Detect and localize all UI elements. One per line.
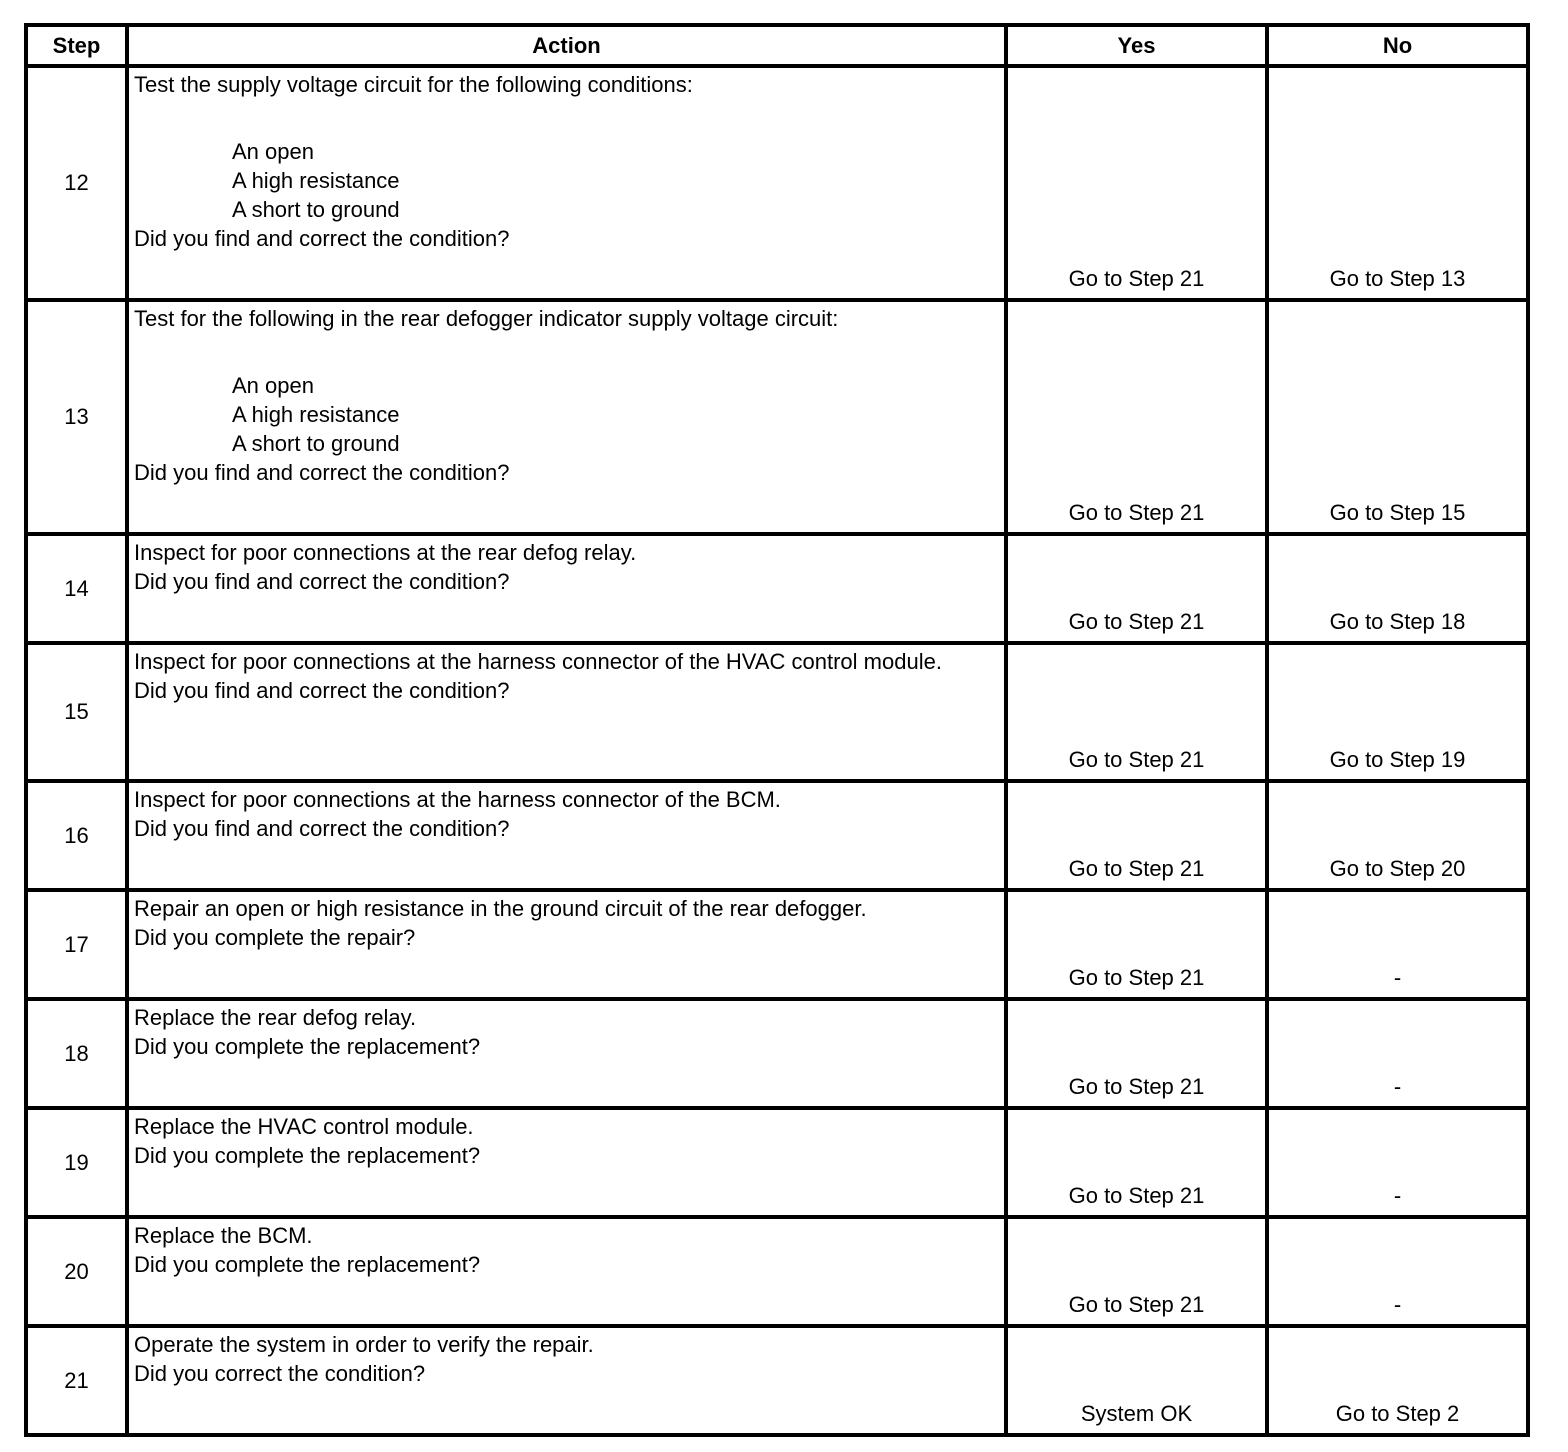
yes-result: Go to Step 21 [1006, 999, 1267, 1108]
table-row [26, 999, 1528, 1108]
condition-item: A high resistance [232, 168, 400, 193]
action-text: Replace the HVAC control module. [134, 1114, 474, 1139]
condition-list [134, 371, 1000, 458]
action-question: Did you find and correct the condition? [134, 678, 510, 703]
action-text: Test the supply voltage circuit for the following conditions: [134, 72, 693, 97]
action-question: Did you complete the replacement? [134, 1034, 481, 1059]
action-cell [127, 1326, 1006, 1435]
action-text: Operate the system in order to verify the repair. [134, 1332, 594, 1357]
no-result: Go to Step 18 [1267, 534, 1528, 643]
step-number: 15 [26, 643, 127, 781]
action-cell [127, 1217, 1006, 1326]
table-row [26, 66, 1528, 300]
action-cell [127, 534, 1006, 643]
table-row [26, 1217, 1528, 1326]
table-row [26, 300, 1528, 534]
action-cell [127, 999, 1006, 1108]
action-cell [127, 781, 1006, 890]
action-question: Did you find and correct the condition? [134, 816, 510, 841]
step-number: 13 [26, 300, 127, 534]
condition-item: A short to ground [232, 197, 400, 222]
step-number: 20 [26, 1217, 127, 1326]
action-question: Did you complete the replacement? [134, 1252, 481, 1277]
step-number: 12 [26, 66, 127, 300]
condition-item: A short to ground [232, 431, 400, 456]
action-cell [127, 300, 1006, 534]
yes-result: Go to Step 21 [1006, 890, 1267, 999]
action-cell [127, 1108, 1006, 1217]
step-number: 17 [26, 890, 127, 999]
condition-item: An open [232, 373, 314, 398]
yes-result: System OK [1006, 1326, 1267, 1435]
no-result: - [1267, 890, 1528, 999]
no-result: Go to Step 20 [1267, 781, 1528, 890]
condition-list [134, 137, 1000, 224]
action-text: Test for the following in the rear defogger indicator supply voltage circuit: [134, 306, 839, 331]
no-result: Go to Step 15 [1267, 300, 1528, 534]
yes-result: Go to Step 21 [1006, 534, 1267, 643]
action-cell [127, 890, 1006, 999]
step-number: 14 [26, 534, 127, 643]
condition-item: An open [232, 139, 314, 164]
table-row [26, 890, 1528, 999]
header-step: Step [26, 25, 127, 66]
no-result: - [1267, 1217, 1528, 1326]
header-no: No [1267, 25, 1528, 66]
action-question: Did you find and correct the condition? [134, 460, 510, 485]
table-row [26, 534, 1528, 643]
no-result: Go to Step 2 [1267, 1326, 1528, 1435]
action-text: Replace the BCM. [134, 1223, 313, 1248]
no-result: Go to Step 19 [1267, 643, 1528, 781]
yes-result: Go to Step 21 [1006, 1217, 1267, 1326]
diagnostic-steps-table [24, 23, 1530, 1437]
no-result: Go to Step 13 [1267, 66, 1528, 300]
action-question: Did you complete the repair? [134, 925, 416, 950]
action-text: Inspect for poor connections at the harness connector of the BCM. [134, 787, 781, 812]
no-result: - [1267, 999, 1528, 1108]
action-text: Inspect for poor connections at the harness connector of the HVAC control module. [134, 649, 942, 674]
step-number: 21 [26, 1326, 127, 1435]
table-row [26, 1326, 1528, 1435]
table-row [26, 781, 1528, 890]
header-action: Action [127, 25, 1006, 66]
action-text: Inspect for poor connections at the rear defog relay. [134, 540, 637, 565]
action-text: Replace the rear defog relay. [134, 1005, 417, 1030]
step-number: 19 [26, 1108, 127, 1217]
header-yes: Yes [1006, 25, 1267, 66]
step-number: 18 [26, 999, 127, 1108]
step-number: 16 [26, 781, 127, 890]
action-text: Repair an open or high resistance in the ground circuit of the rear defogger. [134, 896, 867, 921]
yes-result: Go to Step 21 [1006, 643, 1267, 781]
action-cell [127, 66, 1006, 300]
header-row [26, 25, 1528, 66]
yes-result: Go to Step 21 [1006, 781, 1267, 890]
yes-result: Go to Step 21 [1006, 300, 1267, 534]
yes-result: Go to Step 21 [1006, 1108, 1267, 1217]
action-question: Did you complete the replacement? [134, 1143, 481, 1168]
action-question: Did you correct the condition? [134, 1361, 426, 1386]
table-row [26, 1108, 1528, 1217]
table-row [26, 643, 1528, 781]
action-question: Did you find and correct the condition? [134, 569, 510, 594]
no-result: - [1267, 1108, 1528, 1217]
action-question: Did you find and correct the condition? [134, 226, 510, 251]
condition-item: A high resistance [232, 402, 400, 427]
action-cell [127, 643, 1006, 781]
yes-result: Go to Step 21 [1006, 66, 1267, 300]
